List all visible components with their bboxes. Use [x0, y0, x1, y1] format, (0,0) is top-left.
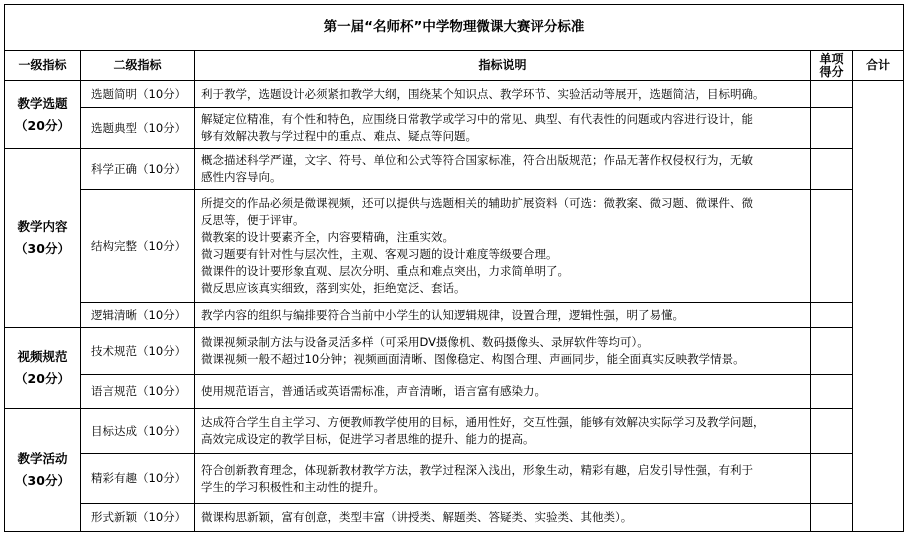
criterion-description: 使用规范语言，普通话或英语需标准，声音清晰，语言富有感染力。 [195, 375, 811, 409]
criterion-description: 所提交的作品必须是微课视频，还可以提供与选题相关的辅助扩展资料（可选：微教案、微习题、微课件、微 反思等，便于评审。 微教案的设计要素齐全，内容要精确，注重实效。 微习题要有针对性与层次性，主观、客观习题的设计难度等级要合理。 微课件的设计要形象直观、层次分明、重点和难点突出，力求简单明了。 微反思应该真实细致，落到实处，拒绝宽泛、套话。 [195, 190, 811, 303]
criterion-description: 达成符合学生自主学习、方便教师教学使用的目标，通用性好，交互性强，能够有效解决实际学习及教学问题， 高效完成设定的教学目标，促进学习者思维的提升、能力的提高。 [195, 409, 811, 454]
table-row [5, 303, 904, 328]
table-row [5, 409, 904, 454]
item-score-cell[interactable] [811, 149, 853, 190]
section-name-topic: 教学选题 （20分） [5, 81, 81, 149]
table-row [5, 108, 904, 149]
table-row [5, 454, 904, 504]
criterion-label: 结构完整（10分） [81, 190, 195, 303]
table-row [5, 190, 904, 303]
criterion-description: 符合创新教育理念，体现新教材教学方法，教学过程深入浅出，形象生动，精彩有趣，启发引导性强，有利于 学生的学习积极性和主动性的提升。 [195, 454, 811, 504]
item-score-cell[interactable] [811, 375, 853, 409]
header-item-score: 单项 得分 [811, 51, 853, 81]
header-row [5, 51, 904, 81]
criterion-label: 选题典型（10分） [81, 108, 195, 149]
item-score-cell[interactable] [811, 81, 853, 108]
item-score-cell[interactable] [811, 303, 853, 328]
section-name-content: 教学内容 （30分） [5, 149, 81, 328]
item-score-cell[interactable] [811, 108, 853, 149]
header-description: 指标说明 [195, 51, 811, 81]
criterion-description: 利于教学，选题设计必须紧扣教学大纲，围绕某个知识点、教学环节、实验活动等展开，选题简洁，目标明确。 [195, 81, 811, 108]
criterion-description: 概念描述科学严谨，文字、符号、单位和公式等符合国家标准，符合出版规范；作品无著作权侵权行为，无敏 感性内容导向。 [195, 149, 811, 190]
table-title: 第一届“名师杯”中学物理微课大赛评分标准 [5, 5, 904, 51]
header-level1: 一级指标 [5, 51, 81, 81]
table-row [5, 328, 904, 375]
section-name-activity: 教学活动 （30分） [5, 409, 81, 532]
criterion-label: 目标达成（10分） [81, 409, 195, 454]
criterion-label: 语言规范（10分） [81, 375, 195, 409]
table-row [5, 81, 904, 108]
item-score-cell[interactable] [811, 190, 853, 303]
criterion-description: 解疑定位精准，有个性和特色，应围绕日常教学或学习中的常见、典型、有代表性的问题或内容进行设计，能 够有效解决教与学过程中的重点、难点、疑点等问题。 [195, 108, 811, 149]
item-score-cell[interactable] [811, 504, 853, 532]
item-score-cell[interactable] [811, 454, 853, 504]
criterion-label: 形式新颖（10分） [81, 504, 195, 532]
criterion-label: 科学正确（10分） [81, 149, 195, 190]
scoring-table [4, 4, 904, 532]
item-score-cell[interactable] [811, 409, 853, 454]
criterion-description: 微课视频录制方法与设备灵活多样（可采用DV摄像机、数码摄像头、录屏软件等均可）。 微课视频一般不超过10分钟；视频画面清晰、图像稳定、构图合理、声画同步，能全面真实反映教学情景。 [195, 328, 811, 375]
criterion-description: 微课构思新颖，富有创意，类型丰富（讲授类、解题类、答疑类、实验类、其他类）。 [195, 504, 811, 532]
criterion-label: 选题简明（10分） [81, 81, 195, 108]
section-name-video: 视频规范 （20分） [5, 328, 81, 409]
table-row [5, 375, 904, 409]
criterion-description: 教学内容的组织与编排要符合当前中小学生的认知逻辑规律，设置合理，逻辑性强，明了易懂。 [195, 303, 811, 328]
header-total: 合计 [853, 51, 904, 81]
criterion-label: 精彩有趣（10分） [81, 454, 195, 504]
header-level2: 二级指标 [81, 51, 195, 81]
criterion-label: 技术规范（10分） [81, 328, 195, 375]
item-score-cell[interactable] [811, 328, 853, 375]
table-row [5, 504, 904, 532]
table-row [5, 149, 904, 190]
criterion-label: 逻辑清晰（10分） [81, 303, 195, 328]
total-score-cell[interactable] [853, 81, 904, 532]
